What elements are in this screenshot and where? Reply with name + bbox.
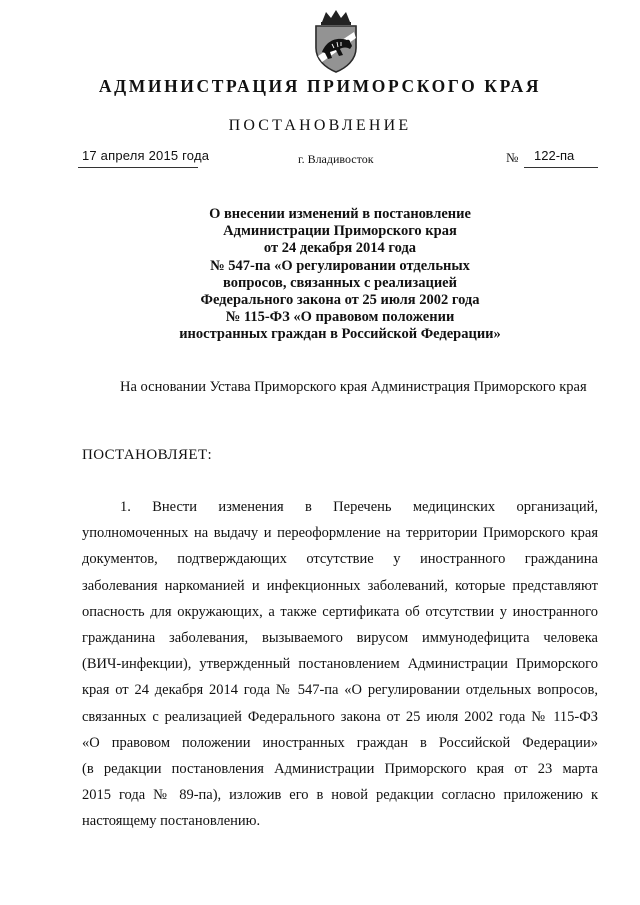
number-sign: № (506, 150, 519, 165)
document-title (150, 206, 530, 344)
title-line: иностранных граждан в Российской Федерации» (179, 326, 501, 343)
paragraph-line: 2015 года № 89-па), изложив его в новой редакции согласно приложению к (82, 787, 598, 804)
title-line: № 547-па «О регулировании отдельных (210, 257, 470, 274)
paragraph-line: края от 24 декабря 2014 года № 547-па «О регулировании отдельных вопросов, (82, 682, 598, 699)
agency-name: АДМИНИСТРАЦИЯ ПРИМОРСКОГО КРАЯ (98, 76, 542, 96)
paragraph-line: связанных с реализацией Федерального закона от 25 июля 2002 года № 115-ФЗ (82, 708, 598, 725)
paragraph-line: 1. Внести изменения в Перечень медицинских организаций, (120, 499, 598, 515)
paragraph-line: заболевания наркоманией и инфекционных заболеваний, которые представляют (82, 577, 598, 594)
paragraph-line: гражданина заболевания, вызываемого вирусом иммунодефицита человека (82, 629, 598, 646)
decree-word: ПОСТАНОВЛЯЕТ: (82, 447, 213, 463)
paragraph-line: «О правовом положении иностранных граждан в Российской Федерации» (82, 734, 598, 751)
paragraph-line: настоящему постановлению. (82, 813, 261, 830)
title-line: Администрации Приморского края (223, 223, 457, 240)
paragraph-line: уполномоченных на выдачу и переоформление на территории Приморского края (82, 525, 598, 542)
item-1-paragraph (82, 494, 598, 834)
paragraph-line: опасность для окружающих, а также сертификата об отсутствии у иностранного (82, 603, 598, 620)
basis-paragraph: На основании Устава Приморского края Администрация Приморского края (120, 379, 587, 395)
coat-of-arms-icon (310, 8, 362, 74)
number-underline (524, 167, 598, 168)
paragraph-line: документов, подтверждающих отсутствие у иностранного гражданина (82, 551, 598, 568)
document-type: ПОСТАНОВЛЕНИЕ (228, 117, 412, 134)
title-line: О внесении изменений в постановление (209, 206, 471, 222)
document-city: г. Владивосток (298, 152, 374, 166)
title-line: № 115-ФЗ «О правовом положении (225, 309, 455, 326)
paragraph-line: (ВИЧ-инфекции), утвержденный постановлением Администрации Приморского (82, 656, 598, 673)
title-line: вопросов, связанных с реализацией (223, 274, 457, 291)
title-line: Федерального закона от 25 июля 2002 года (200, 292, 480, 309)
document-date: 17 апреля 2015 года (82, 148, 210, 163)
title-line: от 24 декабря 2014 года (263, 240, 417, 257)
paragraph-line: (в редакции постановления Администрации Приморского края от 23 марта (82, 760, 598, 777)
date-underline (78, 167, 198, 168)
document-number: 122-па (534, 148, 575, 163)
